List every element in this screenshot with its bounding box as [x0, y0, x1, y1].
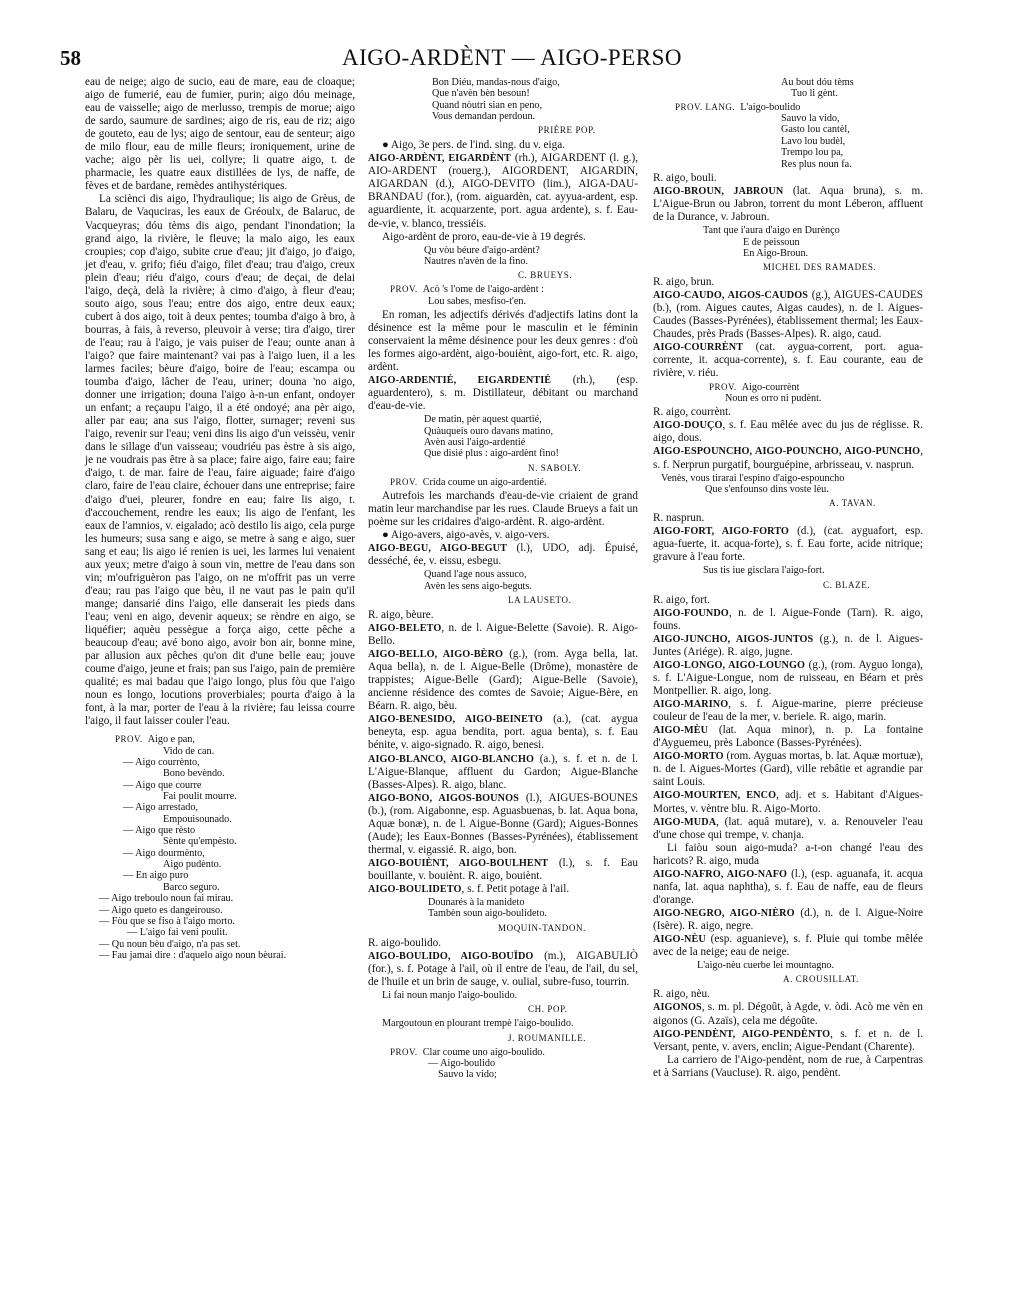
- quote-block: [382, 990, 638, 1001]
- headword: AIGO-CAUDO, AIGOS-CAUDOS: [653, 290, 809, 302]
- entry-text: , s. f. Aigue-marine, pierre précieuse couleur de l'eau de la mer, v. beriele. R. aigo, marin.: [653, 698, 923, 724]
- headword: AIGO-DOUÇO: [653, 420, 723, 432]
- quote-source: PRIÈRE POP.: [538, 125, 596, 136]
- column-middle: [368, 76, 638, 1083]
- proverb-line: Aigo e pan,: [147, 734, 195, 746]
- quote-line: Avèn ausi l'aigo-ardentié: [424, 437, 526, 449]
- entry: [368, 883, 638, 896]
- quote-line: Tambèn soun aigo-boulideto.: [428, 908, 547, 920]
- proverb-line: Barco seguro.: [163, 881, 220, 893]
- entry-text: (l.), AIGUES-BOUNES (b.), (rom. Aigabonne, esp. Aguasbuenas, b. lat. Aqua bona, Aquæ bonæ), n. de l. Aigue-Bonne (Gard); Aigues-Bonnes (Aude); les Eaux-Bonnes (Basses-Pyrénées), établissement thermal, v. eigassié. R. aigo, bon.: [368, 791, 638, 856]
- entry: [368, 950, 638, 989]
- quote-block: [424, 569, 638, 592]
- entry-text: (a.), s. f. et n. de l. L'Aigue-Blanque, affluent du Gardon; Aigue-Blanche (Basses-Alpes). R. aigo, blanc.: [368, 752, 638, 791]
- entry-text: (l.), (esp. aguanafa, it. acqua nanfa, lat. aqua naphtha), s. f. Eau de naffe, eau de fleurs d'orange.: [653, 867, 923, 906]
- proverb-line: — L'aigo fai veni poulit.: [127, 927, 228, 939]
- page-number: 58: [60, 46, 81, 70]
- quote-line: Tuo li gènt.: [791, 88, 838, 100]
- entry-text: (l.), UDO, adj. Épuisé, desséché, ée, v. eissu, esbegu.: [368, 542, 638, 568]
- headword: AIGO-FORT, AIGO-FORTO: [653, 526, 789, 538]
- quote-block: [703, 565, 923, 576]
- proverb-tag: PROV.: [390, 1046, 418, 1057]
- entry-text: eau de neige; aigo de sucio, eau de mare, eau de cloaque; aigo de fumerié, eau de fumier, purin; aigo dóu meinage, eau de vaisselle; aigo de merlusso, trempis de morue; aigo de sardo, saumure de sardines; aigo de ris, eau de riz; aigo de gouteto, eau de lys; aigo de sentour, eau de senteur; aigo de milo flour, eau de mille fleurs; ironiquement, urine de vache; aigo pèr lis uei, collyre; li quatre aigo, t. de pharmacie, les quatre eaux distillées de lys, de naffe, de fèves et de bardane, remèdes antihystériques.: [85, 76, 355, 193]
- quote-line: Nautres n'avèn de la fino.: [424, 255, 528, 267]
- quote-source: MOQUIN-TANDON.: [498, 922, 586, 933]
- proverb: [709, 382, 923, 405]
- proverb-line: — Aigo treboulo noun fai mirau.: [99, 893, 234, 905]
- entry: [653, 907, 923, 933]
- entry-text: (lat. Aqua minor), n. p. La fontaine d'Ayguemeu, près Labonce (Basses-Pyrénées).: [653, 724, 923, 750]
- proverb-line: — Aigo courrènto,: [123, 757, 200, 769]
- quote-line: Li fai noun manjo l'aigo-boulido.: [382, 989, 518, 1001]
- entry-text: (g.), (rom. Ayga bella, lat. Aqua bella), n. de l. Aigue-Belle (Drôme), monastère de trappistes; Aigue-Belle (Gard); Aigue-Belle (Savoie), ancienne résidence des comtes de Savoie; Aigue-Bère, en Béarn. R. aigo, bèu.: [368, 648, 638, 713]
- quote-block: [703, 225, 923, 259]
- quote-line: Bon Diéu, mandas-nous d'aigo,: [432, 77, 560, 88]
- headword: AIGO-BLANCO, AIGO-BLANCHO: [368, 753, 535, 765]
- quote-line: En Aigo-Broun.: [743, 247, 809, 259]
- proverb-tag: PROV.: [390, 476, 418, 487]
- entry-text: (d.), n. de l. Aigue-Noire (Isère). R. aigo, negre.: [653, 906, 923, 932]
- quote-block: [661, 473, 923, 496]
- entry-text: En roman, les adjectifs dérivés d'adjectifs latins dont la désinence est la même pour le masculin et le féminin conservaient la même désinence pour les deux genres : d'où les formes aigo-ardènt, aigo-bouiènt, aigo-fort, etc. R. aigo, ardènt.: [368, 309, 638, 374]
- entry: [653, 868, 923, 907]
- headword: AIGO-NAFRO, AIGO-NAFO: [653, 868, 788, 880]
- proverb-line: — Aigo dourmènto,: [123, 847, 205, 859]
- headword: AIGO-MARINO: [653, 699, 729, 711]
- entry-text: (g.), n. de l. Aigues-Juntes (Ariége). R. aigo, jugne.: [653, 632, 924, 658]
- proverb-line: Res plus noun fa.: [781, 158, 852, 170]
- entry-text: (rh.), AIGARDENT (l. g.), AIO-ARDENT (rouerg.), AIGORDENT, AIGARDIN, AIGARDAN (d.), AIGO-DEVITO (lim.), AIGA-DAU-BRANDAU (for.), (rom. aiguardèn, cat. ayyua-ardent, esp. aguardiente, it. acquarzente, port. agua ardente), s. f. Eau-de-vie, v. blanco, tressiéis.: [368, 152, 638, 230]
- quote-block: [781, 77, 923, 100]
- entry: [653, 341, 923, 380]
- proverb-tag: PROV.: [709, 381, 737, 392]
- headword: AIGO-MÈU: [653, 725, 709, 737]
- proverb-line: Aigo-courrènt: [741, 381, 800, 393]
- entry-text: R. aigo, nèu.: [653, 988, 710, 1001]
- entry-text: (l.), s. f. Eau bouillante, v. bouiènt. R. aigo, bouiènt.: [368, 856, 638, 882]
- entry: [653, 816, 923, 842]
- entry-text: (cat. aygua-corrent, port. agua-corrente, it. acqua-corrente), s. f. Eau courante, eau de rivière, v. riéu.: [653, 341, 923, 380]
- quote-block: [697, 960, 923, 971]
- proverb-line: Crida coume un aigo-ardentié.: [422, 476, 547, 488]
- entry-text: Aigo-ardènt de proro, eau-de-vie à 19 degrés.: [382, 230, 586, 243]
- quote-line: Margoutoun en plourant trempè l'aigo-boulido.: [382, 1018, 574, 1030]
- headword: AIGO-COURRÈNT: [653, 342, 744, 354]
- headword: AIGO-BROUN, JABROUN: [653, 186, 784, 198]
- entry: [653, 789, 923, 815]
- quote-line: Tant que i'aura d'aigo en Durènço: [703, 225, 840, 237]
- entry-text: ● Aigo-avers, aigo-avès, v. aigo-vers.: [382, 529, 550, 542]
- proverb-line: Sènte qu'empèsto.: [163, 836, 237, 848]
- entry: [653, 445, 923, 471]
- quote-block: [428, 897, 638, 920]
- entry-text: , s. m. pl. Dégoût, à Agde, v. òdi. Acò me vèn en aigonos (G. Azaïs), cela me dégoûte.: [653, 1001, 923, 1027]
- entry: [368, 374, 638, 413]
- headword: AIGO-BELLO, AIGO-BÈRO: [368, 649, 504, 661]
- headword: AIGO-ESPOUNCHO, AIGO-POUNCHO, AIGO-PUNCHO: [653, 446, 921, 458]
- headword: AIGO-BOULIDO, AIGO-BOUÏDO: [368, 950, 534, 962]
- proverb-line: Gasto lou cantèl,: [781, 124, 850, 136]
- entry-text: La carriero de l'Aigo-pendènt, nom de rue, à Carpentras et à Sarrians (Vaucluse). R. aigo, pendènt.: [653, 1053, 923, 1079]
- headword: AIGO-BONO, AIGOS-BOUNOS: [368, 792, 519, 804]
- quote-source: LA LAUSETO.: [508, 594, 572, 605]
- quote-line: Dounarés à la manideto: [428, 897, 525, 909]
- entry-text: R. aigo, bèure.: [368, 609, 434, 621]
- entry: [653, 185, 923, 224]
- entry: [653, 525, 923, 564]
- proverb-line: Empouisounado.: [163, 813, 232, 825]
- proverb-line: Sauvo la vido,: [781, 113, 840, 124]
- quote-source: C. BRUEYS.: [518, 270, 573, 281]
- quote-line: Au bout dóu tèms: [781, 77, 854, 88]
- proverb-line: L'aigo-boulido: [740, 101, 801, 113]
- quote-line: Que n'avèn bèn besoun!: [432, 88, 530, 100]
- proverb-line: Vido de can.: [163, 745, 215, 757]
- proverb-line: — Aigo que rèsto: [123, 825, 196, 837]
- headword: AIGO-PENDÈNT, AIGO-PENDÈNTO: [653, 1028, 831, 1040]
- proverb-list: [99, 734, 355, 961]
- entry: [368, 152, 638, 230]
- entry-text: R. nasprun.: [653, 512, 705, 525]
- entry-text: (m.), AIGABULIÒ (for.), s. f. Potage à l'ail, où il entre de l'eau, de l'ail, du sel, de l'huile et un brin de sauge, v. oulial, subre-fuso, tourrin.: [368, 949, 638, 988]
- quote-source: A. CROUSILLAT.: [783, 974, 859, 985]
- entry: [653, 659, 923, 698]
- entry-text: , s. f. Eau mêlée avec du jus de réglisse. R. aigo, dous.: [653, 419, 923, 445]
- entry-text: (lat. Aqua bruna), s. m. L'Aigue-Brun ou Jabron, torrent du mont Léberon, affluent de la Durance, v. Jabroun.: [653, 185, 924, 224]
- headword: AIGO-BOULIDETO: [368, 883, 462, 895]
- entry-text: R. aigo, fort.: [653, 593, 710, 606]
- entry-text: R. aigo, brun.: [653, 276, 715, 289]
- entry-text: Li faiòu soun aigo-muda? a-t-on changé l'eau des haricots? R. aigo, muda: [653, 841, 923, 867]
- column-left: [85, 76, 355, 963]
- quote-line: E de peissoun: [743, 236, 800, 248]
- quote-block: [424, 245, 638, 268]
- entry: [653, 933, 923, 959]
- headword: AIGO-LONGO, AIGO-LOUNGO: [653, 659, 806, 671]
- proverb: [390, 477, 638, 488]
- proverb-line: — Qu noun bèu d'aigo, n'a pas set.: [99, 938, 241, 950]
- proverb-line: — Fau jamai dire : d'aquelo aigo noun bèurai.: [99, 949, 287, 961]
- proverb-line: Noun es orro ni pudènt.: [725, 392, 822, 404]
- quote-line: Qu vòu béure d'aigo-ardènt?: [424, 244, 540, 256]
- proverb-line: Sauvo la vido;: [438, 1069, 497, 1081]
- quote-line: Que disié plus : aigo-ardènt fino!: [424, 448, 559, 460]
- proverb-line: Lou sabes, mesfiso-t'en.: [428, 295, 527, 307]
- entry: [653, 633, 923, 659]
- proverb: [390, 284, 638, 307]
- entry: [653, 419, 923, 445]
- entry-text: (rh.), (esp. aguardentero), s. m. Distillateur, débitant ou marchand d'eau-de-vie.: [368, 374, 638, 413]
- proverb-line: — En aigo puro: [123, 870, 189, 882]
- proverb: [675, 102, 923, 170]
- proverb: [390, 1047, 638, 1081]
- entry-text: R. aigo-boulido.: [368, 936, 442, 949]
- quote-source: CH. POP.: [528, 1004, 568, 1015]
- quote-line: Sus tis iue gisclara l'aigo-fort.: [703, 565, 825, 577]
- entry: [653, 750, 923, 789]
- proverb-line: Lavo lou budèl,: [781, 135, 846, 147]
- proverb-line: — Aigo que courre: [123, 779, 202, 791]
- headword: AIGO-MOURTEN, ENCO: [653, 790, 777, 802]
- entry: [368, 857, 638, 883]
- headword: AIGO-NEGRO, AIGO-NIÈRO: [653, 907, 795, 919]
- entry-text: (rom. Ayguas mortas, b. lat. Aquæ mortuæ), n. de l. Aigues-Mortes (Gard), ville rebâtie et agrandie par saint Louis.: [653, 750, 923, 789]
- entry-text: Autrefois les marchands d'eau-de-vie criaient de grand matin leur marchandise par les rues. Claude Brueys a fait un poème sur les cridaires d'aigo-ardènt. R. aigo-ardènt.: [368, 490, 638, 529]
- entry-text: , s. f. Nerprun purgatif, bourguépine, arbrisseau, v. nasprun.: [653, 445, 923, 471]
- headword: AIGO-ARDENTIÉ, EIGARDENTIÉ: [368, 375, 552, 387]
- entry: [368, 792, 638, 857]
- entry-text: (g.), (rom. Ayguo longa), s. f. L'Aigue-Longue, nom de ruisseau, en Béarn et près Montpellier. R. aigo, long.: [653, 658, 923, 698]
- headword: AIGONOS: [653, 1002, 702, 1014]
- quote-line: Quand nòutri sian en peno,: [432, 99, 543, 111]
- entry: [368, 753, 638, 792]
- proverb-line: — Fòu que se fiso à l'aigo morto.: [99, 915, 235, 927]
- quote-line: Quand l'age nous assuco,: [424, 569, 527, 581]
- headword: AIGO-BEGU, AIGO-BEGUT: [368, 543, 508, 555]
- entry-text: , adj. et s. Habitant d'Aigues-Mortes, v. vèntre blu. R. Aigo-Morto.: [653, 789, 923, 815]
- proverb-line: Trempo lou pa,: [781, 147, 844, 159]
- quote-line: Que s'enfounso dins voste lèu.: [705, 483, 829, 495]
- entry-text: , n. de l. Aigue-Fonde (Tarn). R. aigo, founs.: [653, 606, 923, 632]
- entry-text: (a.), (cat. aygua beneyta, esp. agua bendita, port. agua benta), s. f. Eau bénite, v. aigo-signado. R. aigo, benesi.: [368, 713, 638, 752]
- entry-text: (d.), (cat. ayguafort, esp. agua-fuerte, it. acqua-forte), s. f. Eau forte, acide nitrique; gravure à l'eau forte.: [653, 525, 924, 564]
- quote-line: Venès, vous tirarai l'espino d'aigo-espouncho: [661, 472, 845, 484]
- quote-block: [424, 414, 638, 459]
- entry-text: (esp. aguanieve), s. f. Pluie qui tombe mêlée avec de la neige; eau de neige.: [653, 932, 923, 959]
- quote-source: C. BLAZE.: [823, 579, 871, 590]
- proverb-line: Clar coume uno aigo-boulido.: [422, 1046, 545, 1058]
- proverb-line: Fai poulit mourre.: [163, 791, 237, 803]
- quote-source: MICHEL DES RAMADES.: [763, 262, 877, 273]
- proverb-line: — Aigo arrestado,: [123, 802, 198, 814]
- headword: AIGO-BELETO: [368, 623, 442, 635]
- entry: [653, 1028, 923, 1054]
- running-head: AIGO-ARDÈNT — AIGO-PERSO: [342, 45, 682, 70]
- entry-text: R. aigo, bouli.: [653, 172, 717, 185]
- headword: AIGO-BENESIDO, AIGO-BEINETO: [368, 714, 543, 726]
- quote-line: De matin, pèr aquest quartié,: [424, 414, 542, 426]
- entry-text: ● Aigo, 3e pers. de l'ind. sing. du v. eiga.: [382, 139, 565, 152]
- headword: AIGO-JUNCHO, AIGOS-JUNTOS: [653, 633, 814, 645]
- proverb-line: Aigo pudènto.: [163, 859, 222, 871]
- quote-block: [382, 1018, 638, 1029]
- proverb-line: — Aigo-boulido: [428, 1057, 496, 1069]
- entry: [368, 622, 638, 648]
- entry: [368, 713, 638, 752]
- entry-text: R. aigo, courrènt.: [653, 406, 731, 419]
- entry: [653, 1001, 923, 1027]
- entry: [368, 648, 638, 713]
- headword: AIGO-BOUIÈNT, AIGO-BOULHENT: [368, 857, 549, 869]
- entry: [368, 542, 638, 568]
- quote-line: Quàuqueis ouro davans matino,: [424, 425, 554, 437]
- quote-line: L'aigo-nèu cuerbe lei mountagno.: [697, 960, 835, 972]
- headword: AIGO-MORTO: [653, 751, 724, 763]
- quote-line: Avèn les sens aigo-beguts.: [424, 580, 532, 592]
- headword: AIGO-ARDÈNT, EIGARDÈNT: [368, 153, 511, 165]
- entry: [653, 289, 923, 341]
- headword: AIGO-NÈU: [653, 933, 706, 945]
- entry-text: , (lat. aquâ mutare), v. a. Renouveler l'eau d'une chose qui trempe, v. chanja.: [653, 815, 923, 841]
- quote-source: J. ROUMANILLE.: [508, 1032, 587, 1043]
- entry-text: , n. de l. Aigue-Belette (Savoie). R. Aigo-Bello.: [368, 622, 638, 648]
- proverb-tag: PROV. LANG.: [675, 101, 736, 112]
- headword: AIGO-FOUNDO: [653, 607, 729, 619]
- proverb-line: — Aigo queto es dangeirouso.: [99, 904, 223, 916]
- quote-source: N. SABOLY.: [528, 462, 582, 473]
- proverb-tag: PROV.: [390, 284, 418, 295]
- entry-text: , s. f. et n. de l. Versant, pente, v. avers, enclin; Aigue-Pendant (Charente).: [653, 1027, 924, 1053]
- headword: AIGO-MUDA: [653, 816, 717, 828]
- entry-text: (g.), AIGUES-CAUDES (b.), (rom. Aigues cautes, Aigas caudes), n. de l. Aigues-Caudes (Basses-Pyrénées), établissement thermal; les Eaux-Chaudes, près Prads (Basses-Alpes). R. aigo, caud.: [653, 289, 923, 341]
- quote-source: A. TAVAN.: [829, 498, 876, 509]
- entry: [653, 607, 923, 633]
- entry-text: La sciènci dis aigo, l'hydraulique; lis aigo de Grèus, de Balaru, de Vaquciras, les eaux de Gréoulx, de Balaruc, de Vacqueyras; dóu tèms dis aigo, pendant l'inondation; la grand aigo, la rivière, le fleuve; la malo aigo, les eaux croupies; cop d'aigo, subite crue d'eau; jit d'aigo, jo d'aigo, jet d'eau, v. grifo; fiéu d'aigo, filet d'eau; trau d'aigo, creux plein d'eau; riéu d'aigo, cours d'eau; de deçai, de delai l'aigo, deçà, delà la rivière; à cimo d'aigo, à fleur d'eau; souto aigo, sous l'eau; entre dos aigo, entre deux eaux; cubert à dos aigo, toit à deux pentes; toumba d'aigo à bro, à bourras, à fais, à reverso, pleuvoir à verse; tira d'aigo, tirer de l'eau; rau à l'aigo, je vais puiser de l'eau; ounte anan à l'aigo? que faire maintenant? vai pas à l'aigo luen, il a les larmes faciles; bèure d'aigo, boire de l'eau; escampa ou toumba d'aigo, lâcher de l'eau, uriner; douna 'no aigo, donner une irrigation; douna l'aigo à-n-un enfant, ondoyer un enfant; a reçaupu l'aigo, il a été ondoyé; ana pèr aigo, aller par eau; ana sus l'aigo, flotter, surnager; reveni sus l'aigo, revenir sur l'eau; veni dins lis aigo d'un veissèu, venir dans le sillage d'un vaisseau; voudriéu pas èstre à sis aigo, je ne voudrais pas être à sa place; faire aigo, faire eau; faire d'aigo, t. de mar. faire de l'eau, faire aiguade; faire d'aigo claro, faire de l'eau claire, échouer dans une entreprise; faire d'aigo d'uei, pleurer, fondre en eau; faire lis aigo, t. d'accouchement, rendre les eaux; lis aigo de l'enfant, les eaux de l'amnios, v. eigalado; acò destilo lis aigo, cela purge les humeurs; susa sang e aigo, se metre à sang e aigo, suer sang et eau; lis aigo ié renien is uei, les larmes lui venaient aux yeux; metre d'aigo à soun vin, mettre de l'eau dans son vin; m'oufriguèron pas l'aigo, on ne m'offrit pas un verre d'eau; rau pas l'aigo que bèu, il ne vaut pas le pain qu'il mange; dansarié dins l'aigo, elle danserait les pieds dans l'eau; veni en aigo, devenir aqueux; se rèndre en aigo, se liquéfier; aquèu pessègue a força aigo, cette pêche a beaucoup d'eau; avé bono aigo, avoir bon air, bonne mine, par allusion aux pêches qu'on dit d'une belle eau; jouve coume d'aigo, jeune et frais; pan sus l'aigo, pain de première qualité; es mai badau que l'aigo longo, plus fòu que l'aigo noun es longo, locutions proverbiales; pourta d'aigo à la font, à la mar, porter de l'eau à la rivière; fau leissa courre l'aigo, il faut laisser couler l'eau.: [85, 193, 355, 728]
- quote-block: [432, 77, 638, 122]
- entry-text: , s. f. Petit potage à l'ail.: [461, 882, 570, 895]
- entry: [653, 698, 923, 724]
- proverb-line: Acò 's l'ome de l'aigo-ardènt :: [422, 284, 544, 296]
- proverb-tag: PROV.: [115, 734, 143, 745]
- quote-line: Vous demandan perdoun.: [432, 110, 536, 122]
- proverb-line: Bono bevèndo.: [163, 768, 225, 780]
- entry: [653, 724, 923, 750]
- column-right: [653, 76, 923, 1080]
